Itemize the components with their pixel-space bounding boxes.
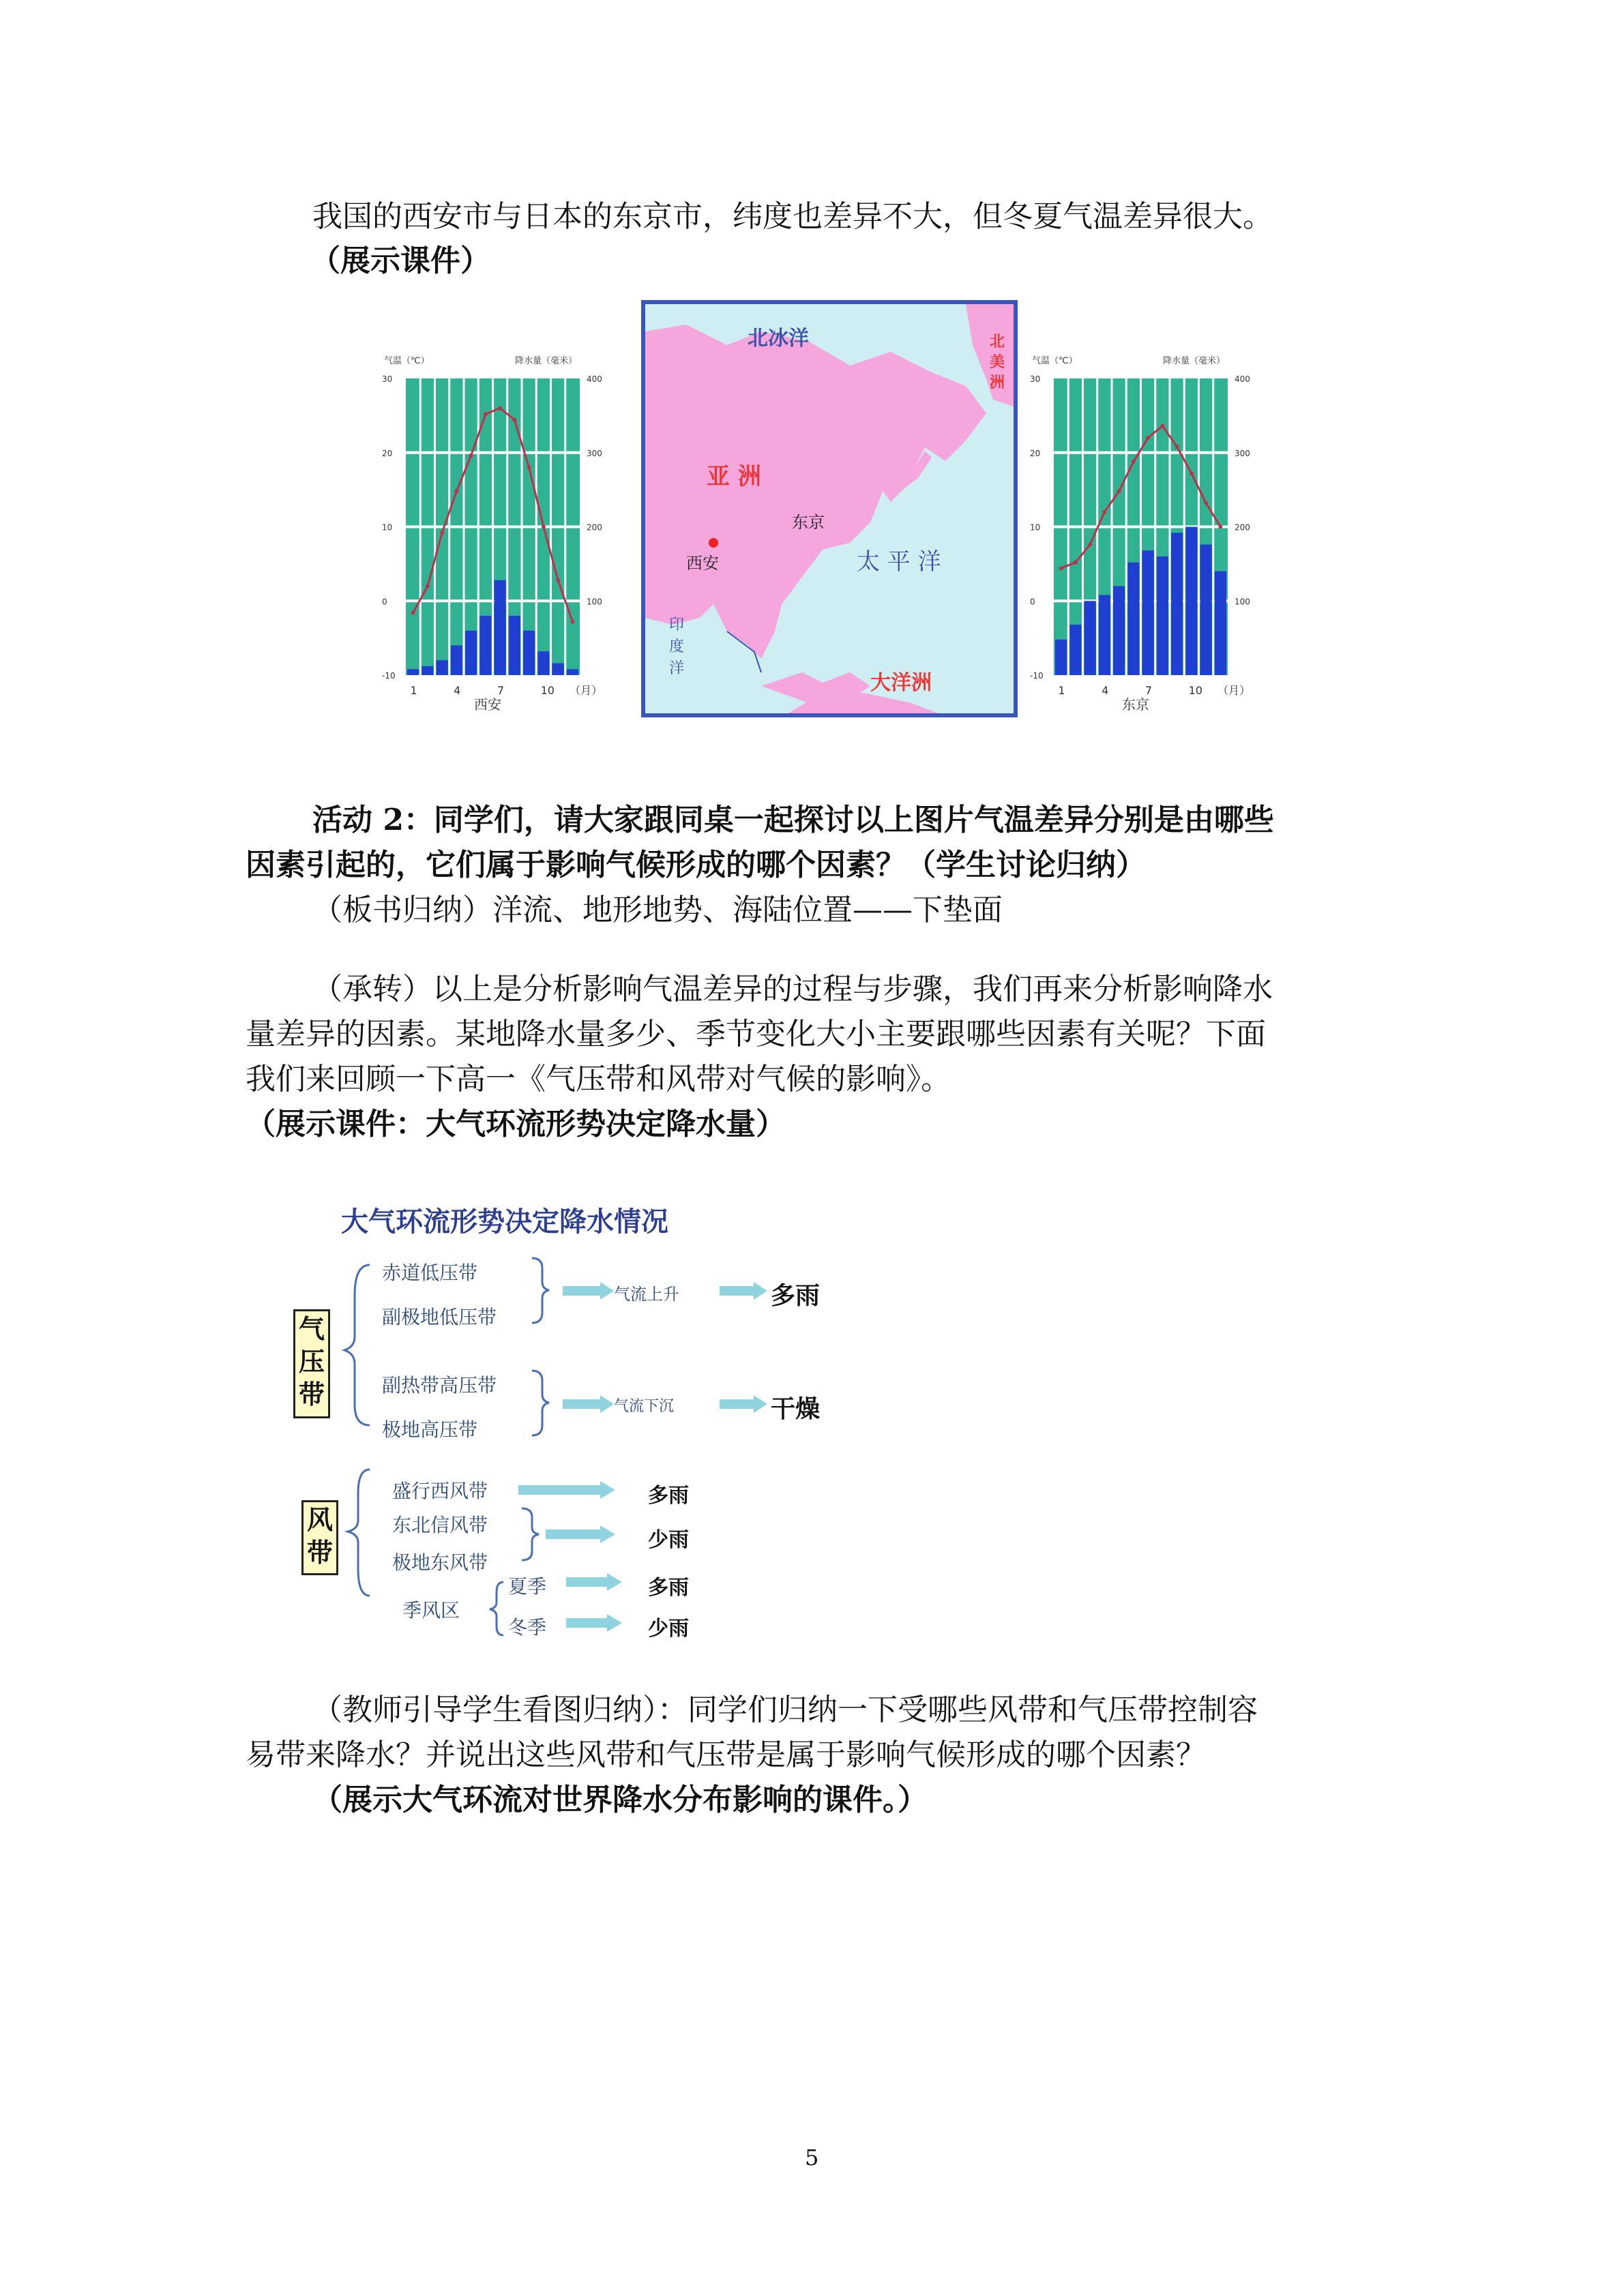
label-oceania: 大洋洲 [870, 671, 932, 695]
season-winter: 冬季 [508, 1616, 547, 1639]
brace-high [532, 1371, 549, 1435]
y-tick-left: 0 [1030, 597, 1035, 607]
x-ticks [410, 684, 602, 697]
precip-bar [523, 631, 535, 675]
temperature-point [440, 531, 444, 535]
arrow-rise [563, 1282, 614, 1300]
temperature-point [454, 489, 458, 493]
temperature-point [484, 412, 488, 416]
temperature-point [1088, 543, 1092, 547]
precip-bar [552, 664, 564, 675]
temperature-point [512, 418, 516, 422]
label-indian-ocean: 印度洋 [669, 616, 685, 677]
precip-bar [465, 631, 477, 675]
city-label: 东京 [1122, 696, 1149, 713]
precip-axis-label: 降水量（毫米） [515, 356, 578, 366]
precip-bar [422, 666, 433, 675]
precip-bar [567, 669, 578, 675]
temp-axis-label: 气温（℃） [384, 356, 430, 366]
precip-bar [1200, 545, 1212, 675]
plot-area [406, 378, 580, 675]
precip-bar [1099, 595, 1110, 675]
guide-line2: 易带来降水？并说出这些风带和气压带是属于影响气候形成的哪个因素？ [246, 1738, 1206, 1772]
xian-dot [709, 538, 718, 548]
east-asia-map [641, 300, 1018, 717]
label-asia: 亚 洲 [707, 463, 761, 490]
precip-bar [537, 651, 549, 675]
pressure-belt-box: 气压带 [293, 1309, 330, 1418]
temperature-point [426, 584, 430, 588]
circulation-diagram [293, 1200, 907, 1641]
paragraph-xian-tokyo: 我国的西安市与日本的东京市，纬度也差异不大，但冬夏气温差异很大。 [312, 199, 1273, 234]
brace-seasons [490, 1582, 503, 1635]
wind-item-polar-easterlies: 极地东风带 [392, 1551, 488, 1574]
climate-chart-xian [372, 351, 603, 719]
temperature-point [1190, 471, 1194, 475]
guide-line1: （教师引导学生看图归纳）：同学们归纳一下受哪些风带和气压带控制容 [312, 1693, 1258, 1727]
show-courseware-3: （展示大气环流对世界降水分布影响的课件。） [312, 1783, 928, 1817]
left-brace-pressure [344, 1265, 370, 1425]
precip-bar [451, 646, 462, 676]
label-pacific: 太 平 洋 [857, 548, 941, 576]
arrow-summer [566, 1573, 622, 1591]
label-arctic: 北冰洋 [748, 327, 809, 351]
x-tick: 7 [497, 684, 505, 697]
precip-bar [1142, 550, 1154, 675]
y-tick-right: 400 [587, 374, 602, 384]
precip-bar [1113, 586, 1125, 676]
temperature-point [542, 525, 546, 529]
precip-bar [1215, 571, 1226, 675]
label-rise: 气流上升 [614, 1285, 679, 1304]
temperature-point [570, 620, 574, 624]
left-brace-wind [348, 1470, 370, 1596]
result-westerly: 多雨 [648, 1484, 689, 1508]
result-trade-polar: 少雨 [648, 1528, 689, 1552]
precip-bar [407, 669, 419, 675]
wind-item-trade: 东北信风带 [392, 1514, 488, 1536]
precip-bar [1127, 563, 1139, 675]
temperature-point [1175, 445, 1179, 449]
precip-axis-label: 降水量（毫米） [1163, 356, 1226, 366]
temperature-point [1059, 566, 1063, 570]
transition-line3: 我们来回顾一下高一《气压带和风带对气候的影响》。 [246, 1062, 951, 1097]
activity2-line1: 活动 2：同学们，请大家跟同桌一起探讨以上图片气温差异分别是由哪些 [312, 803, 1274, 837]
arrow-winter [566, 1614, 622, 1632]
temperature-point [1160, 424, 1164, 428]
label-north-america: 北美洲 [990, 333, 1005, 391]
label-tokyo: 东京 [792, 513, 825, 532]
x-tick: 1 [410, 684, 417, 697]
precip-bar [1157, 556, 1168, 675]
precip-bar [1055, 640, 1067, 675]
x-tick: 4 [454, 684, 461, 697]
temperature-point [1102, 510, 1106, 514]
arrow-sink [563, 1395, 614, 1413]
x-tick: 4 [1102, 684, 1109, 697]
y-tick-right: 300 [587, 448, 602, 458]
page-number: 5 [805, 2145, 819, 2171]
precip-bar [1084, 601, 1096, 675]
season-summer: 夏季 [508, 1575, 547, 1598]
y-tick-right: 200 [587, 522, 602, 533]
wind-belt-box: 风带 [301, 1500, 338, 1575]
x-tick: 7 [1145, 684, 1153, 697]
temperature-point [498, 406, 502, 411]
precip-bar [479, 616, 491, 675]
y-tick-left: 20 [1030, 448, 1041, 458]
result-summer: 多雨 [648, 1576, 689, 1600]
x-tick: 10 [540, 684, 555, 697]
y-ticks-right [1235, 374, 1250, 606]
y-tick-left: -10 [382, 671, 396, 681]
y-tick-left: 10 [382, 522, 393, 533]
x-ticks [1058, 684, 1250, 697]
activity2-line2: 因素引起的，它们属于影响气候形成的哪个因素？（学生讨论归纳） [246, 848, 1146, 882]
y-ticks-right [587, 374, 602, 606]
city-label: 西安 [474, 696, 501, 713]
asia-landmass [645, 325, 986, 659]
precip-bar [509, 616, 520, 675]
brace-low [532, 1258, 549, 1323]
arrow-dry [720, 1395, 767, 1413]
temperature-point [527, 466, 531, 470]
temperature-point [1074, 561, 1078, 565]
wind-item-westerlies: 盛行西风带 [392, 1480, 488, 1502]
transition-line2: 量差异的因素。某地降水量多少、季节变化大小主要跟哪些因素有关呢？下面 [246, 1017, 1266, 1052]
x-tick: 10 [1188, 684, 1202, 697]
plot-area [1054, 378, 1228, 675]
x-tick: （月） [1217, 684, 1251, 697]
temperature-point [556, 578, 560, 582]
y-ticks-left [1030, 374, 1044, 681]
label-xian: 西安 [686, 554, 719, 573]
precip-bar [1185, 527, 1197, 676]
arrow-westerly [518, 1481, 615, 1499]
label-dry: 干燥 [771, 1395, 821, 1423]
temperature-point [469, 453, 473, 458]
show-courseware-2: （展示课件：大气环流形势决定降水量） [246, 1107, 786, 1142]
result-winter: 少雨 [648, 1617, 689, 1641]
wind-item-monsoon: 季风区 [402, 1599, 460, 1622]
precip-bar [437, 660, 448, 675]
x-tick: 1 [1058, 684, 1065, 697]
temperature-point [1204, 501, 1208, 505]
y-tick-right: 100 [1235, 597, 1250, 607]
temp-axis-label: 气温（℃） [1032, 356, 1078, 366]
transition-line1: （承转）以上是分析影响气温差异的过程与步骤，我们再来分析影响降水 [312, 972, 1273, 1007]
brace-trade [522, 1508, 539, 1560]
arrow-more-rain [720, 1282, 767, 1300]
y-tick-left: 0 [382, 597, 387, 607]
x-tick: （月） [570, 684, 603, 697]
temperature-point [1132, 460, 1136, 464]
pressure-item-subpolar-low: 副极地低压带 [382, 1306, 497, 1328]
label-more-rain: 多雨 [771, 1282, 821, 1310]
precip-bar [494, 580, 506, 675]
pressure-item-equatorial-low: 赤道低压带 [382, 1262, 478, 1284]
board-summary: （板书归纳）洋流、地形地势、海陆位置——下垫面 [312, 893, 1003, 927]
arrow-trade [546, 1525, 615, 1543]
diagram-title: 大气环流形势决定降水情况 [341, 1206, 668, 1238]
y-tick-left: 30 [1030, 374, 1041, 384]
y-tick-left: -10 [1030, 671, 1044, 681]
temperature-point [1146, 436, 1150, 440]
climate-chart-tokyo [1020, 351, 1251, 719]
y-tick-left: 20 [382, 448, 393, 458]
y-tick-right: 200 [1235, 522, 1250, 533]
label-sink: 气流下沉 [614, 1398, 675, 1415]
y-ticks-left [382, 374, 396, 681]
temperature-point [411, 611, 415, 615]
precip-bar [1171, 533, 1183, 675]
y-tick-left: 30 [382, 374, 393, 384]
pressure-item-polar-high: 极地高压带 [382, 1418, 478, 1441]
y-tick-right: 100 [587, 597, 602, 607]
precip-bar [1069, 625, 1081, 675]
temperature-point [1117, 489, 1121, 493]
y-tick-left: 10 [1030, 522, 1041, 533]
y-tick-right: 400 [1235, 374, 1250, 384]
temperature-point [1218, 525, 1222, 529]
y-tick-right: 300 [1235, 448, 1250, 458]
show-courseware-1: （展示课件） [310, 243, 490, 278]
pressure-item-subtropical-high: 副热带高压带 [382, 1374, 497, 1397]
